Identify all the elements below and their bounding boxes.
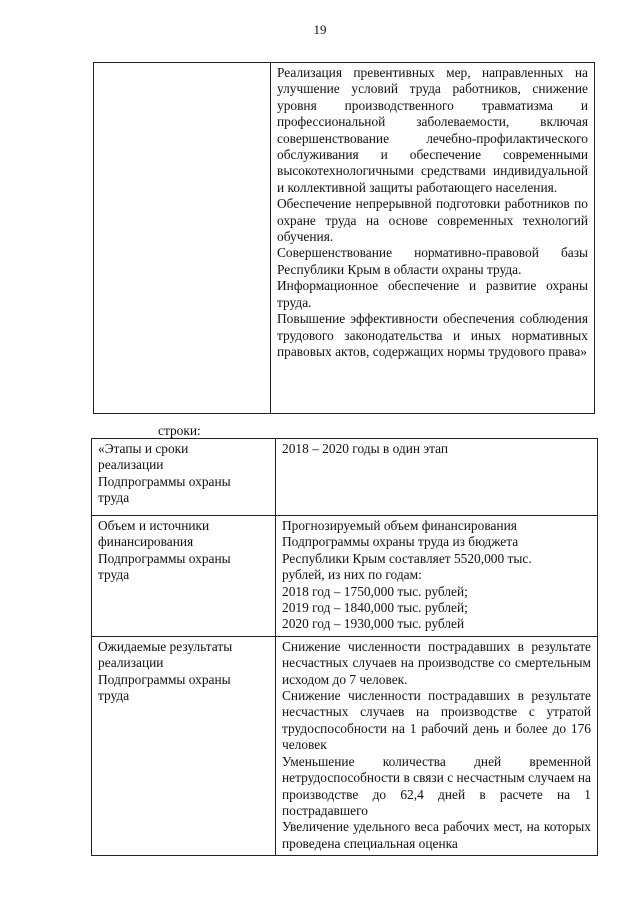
- result-paragraph: Снижение численности пострадавших в результате несчастных случаев на производстве с утратой трудоспособности на 1 рабочий день и более до 176 человек: [282, 688, 591, 753]
- financing-label-cell: [92, 516, 276, 637]
- page-number: 19: [313, 22, 327, 37]
- content-line: Республики Крым составляет 5520,000 тыс.: [282, 550, 532, 566]
- results-content-cell: [276, 636, 598, 855]
- intro-text: строки:: [158, 423, 201, 438]
- label-line: Подпрограммы охраны: [98, 473, 231, 489]
- content-line: Прогнозируемый объем финансирования: [282, 518, 517, 533]
- content-line: 2018 год – 1750,000 тыс. рублей;: [282, 583, 468, 599]
- tasks-cell: [271, 63, 595, 414]
- content-line: 2020 год – 1930,000 тыс. рублей: [282, 616, 465, 632]
- empty-label-cell: [94, 63, 271, 414]
- content-line: рублей, из них по годам:: [282, 567, 422, 583]
- content-line: Подпрограммы охраны труда из бюджета: [282, 534, 519, 550]
- content-line: 2019 год – 1840,000 тыс. рублей;: [282, 600, 468, 616]
- label-line: труда: [98, 688, 130, 704]
- stages-content-cell: [276, 439, 598, 516]
- result-paragraph: Снижение численности пострадавших в результате несчастных случаев на производстве со смертельным исходом до 7 человек.: [282, 638, 591, 687]
- program-table: [91, 438, 598, 856]
- label-line: Подпрограммы охраны: [98, 550, 231, 566]
- result-paragraph: Увеличение удельного веса рабочих мест, на которых проведена специальная оценка: [282, 819, 591, 851]
- label-line: труда: [98, 567, 130, 583]
- content-line: 2018 – 2020 годы в один этап: [282, 441, 449, 456]
- table-row-results: [92, 636, 598, 855]
- label-line: Ожидаемые результаты: [98, 638, 233, 654]
- tasks-paragraph: Совершенствование нормативно-правовой базы Республики Крым в области охраны труда.: [277, 245, 588, 277]
- table-row: [94, 63, 595, 414]
- table-row-stages: [92, 439, 598, 516]
- label-line: реализации: [98, 457, 164, 473]
- label-line: Объем и источники: [98, 518, 210, 533]
- label-line: реализации: [98, 655, 164, 671]
- results-label-cell: [92, 636, 276, 855]
- tasks-paragraph: Повышение эффективности обеспечения соблюдения трудового законодательства и иных нормативных правовых актов, содержащих нормы трудового права»: [277, 311, 588, 359]
- label-line: труда: [98, 490, 130, 506]
- financing-content-cell: [276, 516, 598, 637]
- label-line: Подпрограммы охраны: [98, 671, 231, 687]
- stages-label-cell: [92, 439, 276, 516]
- tasks-paragraph: Информационное обеспечение и развитие охраны труда.: [277, 278, 588, 310]
- tasks-paragraph: Реализация превентивных мер, направленных на улучшение условий труда работников, снижение уровня производственного травматизма и профессиональной заболеваемости, включая совершенствование лечебно-профилактического обслуживания и обеспечение современными высокотехнологичными средствами индивидуальной и коллективной защиты работающего населения.: [277, 65, 588, 195]
- label-line: финансирования: [98, 534, 194, 550]
- tasks-paragraph: Обеспечение непрерывной подготовки работников по охране труда на основе современных технологий обучения.: [277, 196, 588, 245]
- result-paragraph: Уменьшение количества дней временной нетрудоспособности в связи с несчастным случаем на производстве до 62,4 дней в расчете на 1 пострадавшего: [282, 753, 591, 818]
- continued-table: [93, 62, 595, 414]
- label-line: «Этапы и сроки: [98, 441, 189, 456]
- table-row-financing: [92, 516, 598, 637]
